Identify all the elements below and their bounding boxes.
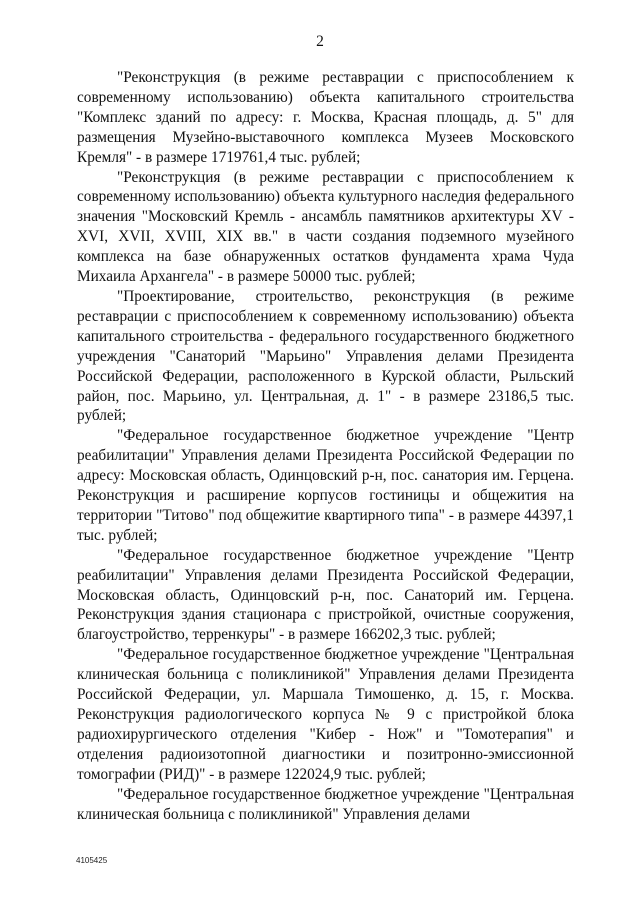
paragraph-item-7: "Федеральное государственное бюджетное учреждение "Центральная клиническая больница с поликлиникой" Управления делами bbox=[77, 785, 574, 823]
document-body bbox=[77, 68, 574, 824]
paragraph-item-6: "Федеральное государственное бюджетное учреждение "Центральная клиническая больница с поликлиникой" Управления делами Президента Российской Федерации, ул. Маршала Тимошенко, д. 15, г. Москва. Реконструкция радиологического корпуса № 9 с пристройкой блока радиохирургического отделения "Кибер - Нож" и "Томотерапия" и отделения радиоизотопной диагностики и позитронно-эмиссионной томографии (РИД)" - в размере 122024,9 тыс. рублей; bbox=[77, 646, 574, 783]
document-code: 4105425 bbox=[76, 856, 108, 865]
paragraph-item-2: "Реконструкция (в режиме реставрации с приспособлением к современному использованию) объекта культурного наследия федерального значения "Московский Кремль - ансамбль памятников архитектуры XV - XVI, XVII, XVIII, XIX вв." в части создания подземного музейного комплекса на базе обнаруженных остатков фундамента храма Чуда Михаила Архангела" - в размере 50000 тыс. рублей; bbox=[77, 168, 574, 286]
paragraph-item-5: "Федеральное государственное бюджетное учреждение "Центр реабилитации" Управления делами Президента Российской Федерации, Московская область, Одинцовский р-н, пос. Санаторий им. Герцена. Реконструкция здания стационара с пристройкой, очистные сооружения, благоустройство, терренкуры" - в размере 166202,3 тыс. рублей; bbox=[77, 546, 574, 644]
page-number: 2 bbox=[316, 33, 324, 50]
paragraph-item-3: "Проектирование, строительство, реконструкция (в режиме реставрации с приспособлением к современному использованию) объекта капитального строительства - федерального государственного бюджетного учреждения "Санаторий "Марьино" Управления делами Президента Российской Федерации, расположенного в Курской области, Рыльский район, пос. Марьино, ул. Центральная, д. 1" - в размере 23186,5 тыс. рублей; bbox=[77, 287, 574, 425]
paragraph-item-4: "Федеральное государственное бюджетное учреждение "Центр реабилитации" Управления делами Президента Российской Федерации по адресу: Московская область, Одинцовский р-н, пос. санатория им. Герцена. Реконструкция и расширение корпусов гостиницы и общежития на территории "Титово" под общежитие квартирного типа" - в размере 44397,1 тыс. рублей; bbox=[77, 427, 574, 544]
paragraph-item-1: "Реконструкция (в режиме реставрации с приспособлением к современному использованию) объекта капитального строительства "Комплекс зданий по адресу: г. Москва, Красная площадь, д. 5" для размещения Музейно-выставочного комплекса Музеев Московского Кремля" - в размере 1719761,4 тыс. рублей; bbox=[77, 69, 574, 166]
